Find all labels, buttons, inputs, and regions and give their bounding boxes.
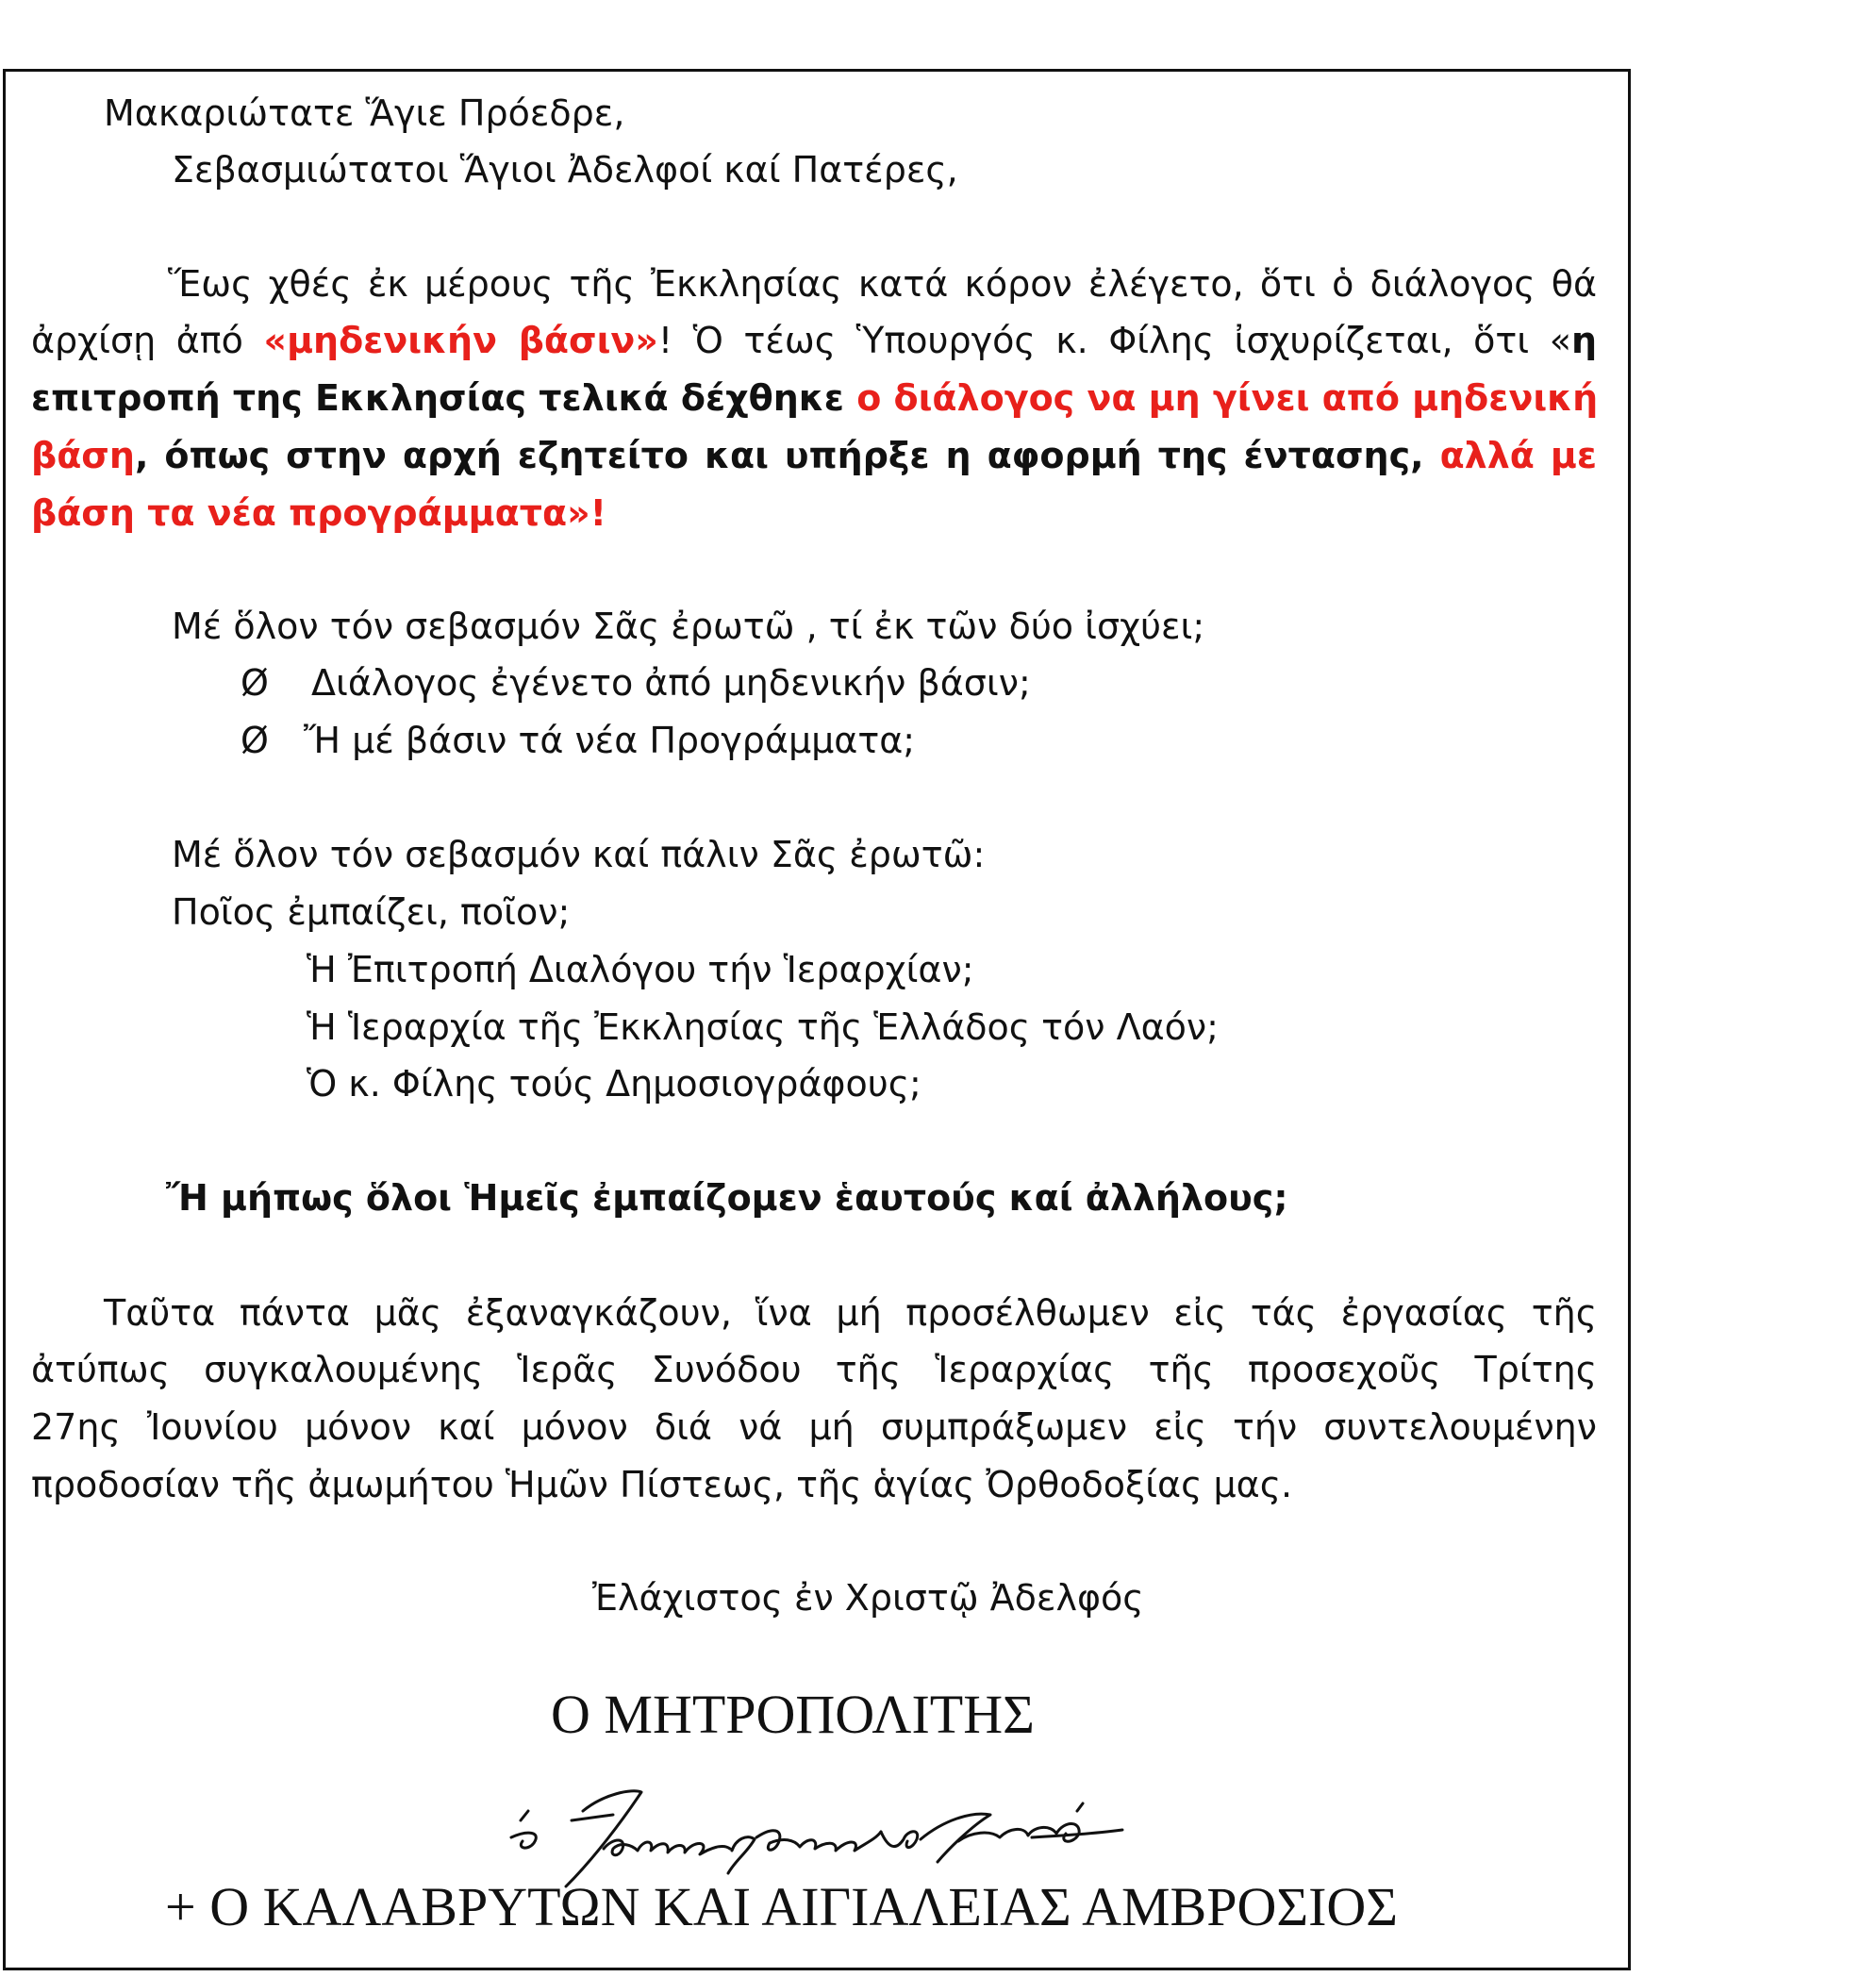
q1-bullet-2: Ø xyxy=(241,720,269,761)
p3-line-3: 27ης Ἰουνίου μόνον καί μόνον διά νά μή συμπράξωμεν εἰς τήν συντελουμένην xyxy=(31,1406,1597,1448)
closing-line: Ἐλάχιστος ἐν Χριστῷ Ἀδελφός xyxy=(592,1577,1144,1619)
p1-line-2: ἀρχίσῃ ἀπό «μηδενικήν βάσιν»! Ὁ τέως Ὑπουργός κ. Φίλης ἰσχυρίζεται, ὅτι «η xyxy=(31,320,1598,361)
q2-option-1: Ἡ Ἐπιτροπή Διαλόγου τήν Ἱεραρχίαν; xyxy=(307,949,974,990)
q1-option-1: Διάλογος ἐγένετο ἀπό μηδενικήν βάσιν; xyxy=(311,662,1031,704)
metropolitan-title: Ο ΜΗΤΡΟΠΟΛΙΤΗΣ xyxy=(551,1684,1035,1745)
p1-line-5: βάση τα νέα προγράμματα»! xyxy=(31,492,606,534)
signatory-name: + Ο ΚΑΛΑΒΡΥΤΩΝ ΚΑΙ ΑΙΓΙΑΛΕΙΑΣ ΑΜΒΡΟΣΙΟΣ xyxy=(165,1876,1399,1937)
q1-intro: Μέ ὅλον τόν σεβασμόν Σᾶς ἐρωτῶ , τί ἐκ τῶν δύο ἰσχύει; xyxy=(172,606,1205,647)
p3-line-2: ἀτύπως συγκαλουμένης Ἱερᾶς Συνόδου τῆς Ἱεραρχίας τῆς προσεχοῦς Τρίτης xyxy=(31,1349,1597,1390)
p1-line-1: Ἕως χθές ἐκ μέρους τῆς Ἐκκλησίας κατά κόρον ἐλέγετο, ὅτι ὁ διάλογος θά xyxy=(168,263,1597,305)
p1-line-4: βάση, όπως στην αρχή εζητείτο και υπήρξε η αφορμή της έντασης, αλλά με xyxy=(31,435,1597,476)
salutation-line-2: Σεβασμιώτατοι Ἅγιοι Ἀδελφοί καί Πατέρες, xyxy=(172,149,958,191)
q1-bullet-1: Ø xyxy=(241,662,269,704)
q1-option-2: Ἤ μέ βάσιν τά νέα Προγράμματα; xyxy=(304,720,916,761)
salutation-line-1: Μακαριώτατε Ἅγιε Πρόεδρε, xyxy=(104,92,625,134)
p1-line-3: επιτροπή της Εκκλησίας τελικά δέχθηκε ο διάλογος να μη γίνει από μηδενική xyxy=(31,377,1599,419)
p3-line-4: προδοσίαν τῆς ἀμωμήτου Ἡμῶν Πίστεως, τῆς ἁγίας Ὀρθοδοξίας μας. xyxy=(31,1464,1293,1505)
p3-line-1: Ταῦτα πάντα μᾶς ἐξαναγκάζουν, ἵνα μή προσέλθωμεν εἰς τάς ἐργασίας τῆς xyxy=(104,1292,1597,1334)
q2-option-3: Ὁ κ. Φίλης τούς Δημοσιογράφους; xyxy=(307,1063,921,1105)
q2-sub: Ποῖος ἐμπαίζει, ποῖον; xyxy=(172,891,571,933)
q2-option-2: Ἡ Ἱεραρχία τῆς Ἐκκλησίας τῆς Ἑλλάδος τόν Λαόν; xyxy=(307,1006,1219,1048)
bold-question: Ἤ μήπως ὅλοι Ἡμεῖς ἐμπαίζομεν ἑαυτούς καί ἀλλήλους; xyxy=(166,1177,1288,1219)
q2-intro: Μέ ὅλον τόν σεβασμόν καί πάλιν Σᾶς ἐρωτῶ: xyxy=(172,834,986,875)
